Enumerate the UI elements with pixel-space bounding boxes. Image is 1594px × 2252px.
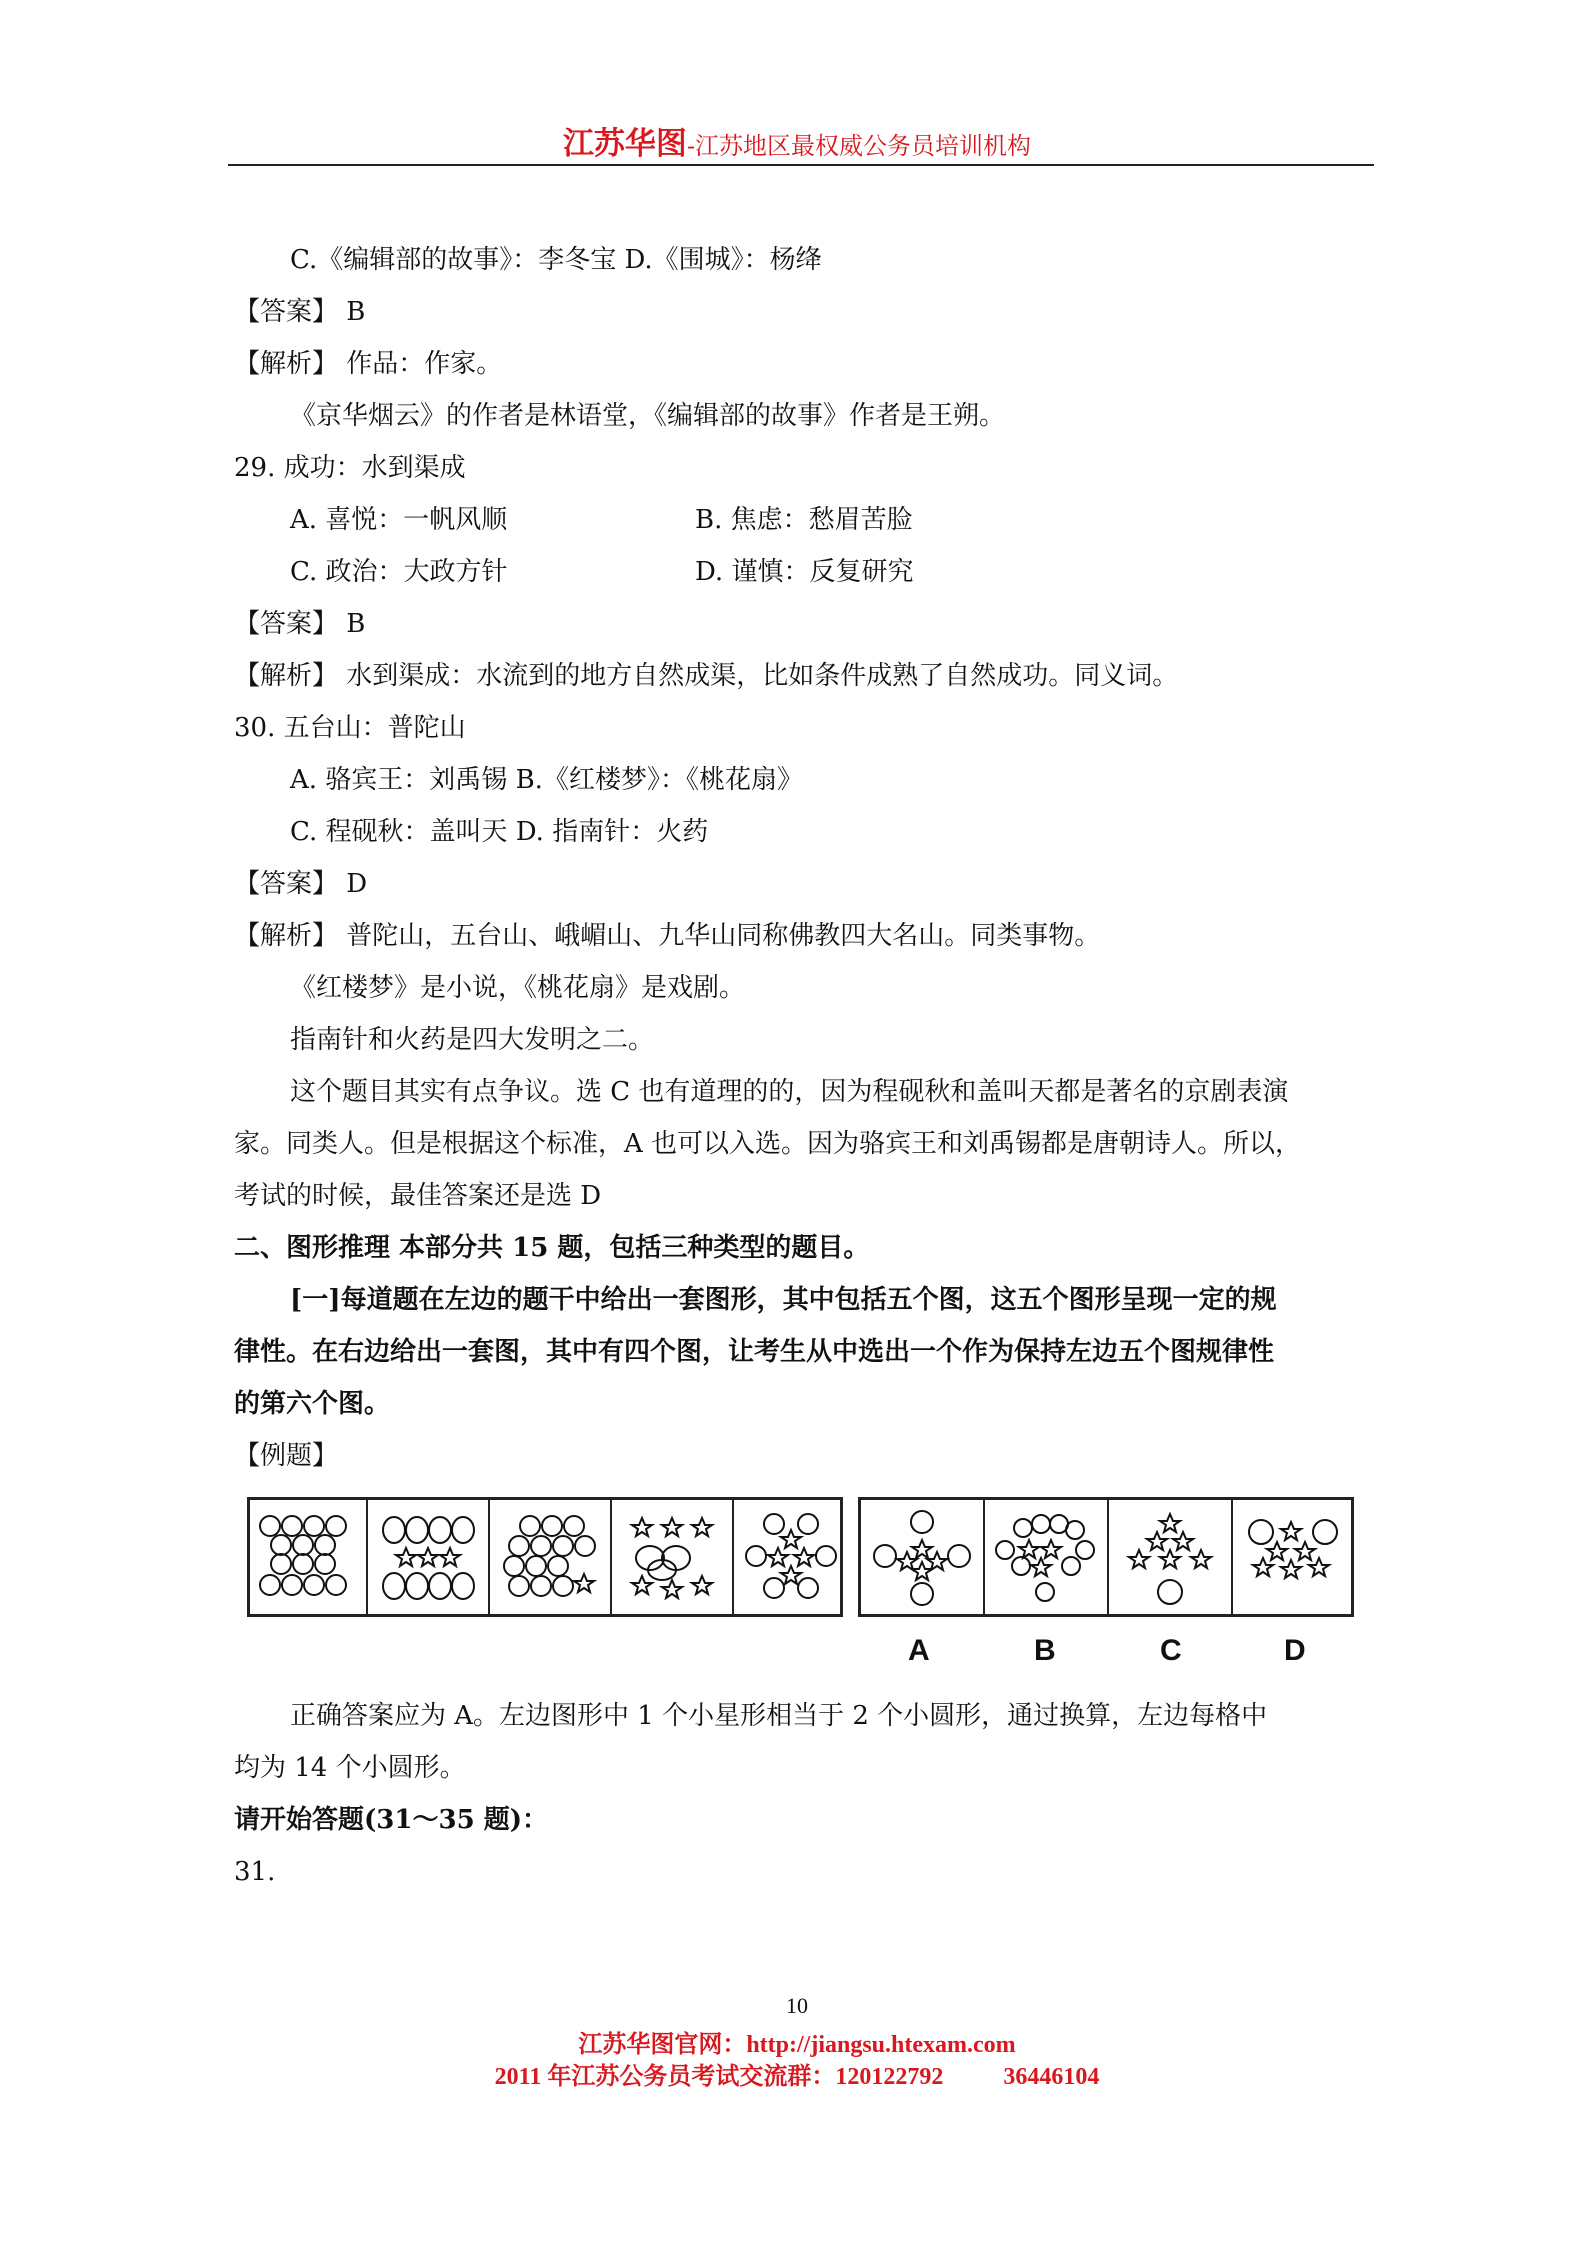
option-label-c: C (1160, 1634, 1182, 1667)
option-label-d: D (1284, 1634, 1306, 1667)
example-stem-figures (247, 1497, 843, 1617)
q29-stem: 29. 成功：水到渠成 (234, 453, 466, 483)
example-label: 【例题】 (234, 1441, 339, 1471)
q29-option-d: D. 谨慎：反复研究 (695, 557, 914, 587)
stem-figure-4 (612, 1500, 734, 1614)
option-label-a: A (908, 1634, 930, 1667)
q28-options-cd: C.《编辑部的故事》：李冬宝 D.《围城》：杨绛 (290, 245, 822, 275)
q30-discussion-1: 这个题目其实有点争议。选 C 也有道理的的，因为程砚秋和盖叫天都是著名的京剧表演 (290, 1077, 1289, 1107)
page-number: 10 (786, 1993, 808, 2018)
header-rule (228, 164, 1374, 166)
q29-explanation: 【解析】 水到渠成：水流到的地方自然成渠，比如条件成熟了自然成功。同义词。 (234, 661, 1179, 691)
q30-explanation: 【解析】 普陀山，五台山、峨嵋山、九华山同称佛教四大名山。同类事物。 (234, 921, 1101, 951)
section-2-intro-3: 的第六个图。 (234, 1389, 391, 1419)
q31-number: 31. (234, 1857, 276, 1887)
section-2-heading: 二、图形推理 本部分共 15 题，包括三种类型的题目。 (234, 1233, 870, 1263)
header-brand: 江苏华图 (562, 126, 687, 162)
option-figure-a (861, 1500, 985, 1614)
stem-figure-5 (734, 1500, 848, 1614)
section-2-intro-1: [一]每道题在左边的题干中给出一套图形，其中包括五个图，这五个图形呈现一定的规 (290, 1285, 1277, 1315)
q29-answer: 【答案】 B (234, 609, 366, 639)
q28-explanation: 【解析】 作品：作家。 (234, 349, 503, 379)
header-subtitle: -江苏地区最权威公务员培训机构 (686, 132, 1032, 160)
q29-option-b: B. 焦虑：愁眉苦脸 (695, 505, 913, 535)
option-figure-d (1233, 1500, 1351, 1614)
q29-option-a: A. 喜悦：一帆风顺 (290, 505, 508, 535)
section-2-intro-2: 律性。在右边给出一套图，其中有四个图，让考生从中选出一个作为保持左边五个图规律性 (234, 1337, 1275, 1367)
stem-figure-1 (250, 1500, 368, 1614)
q30-options-ab: A. 骆宾王：刘禹锡 B.《红楼梦》：《桃花扇》 (290, 765, 803, 795)
example-answer-2: 均为 14 个小圆形。 (234, 1753, 466, 1783)
q29-option-c: C. 政治：大政方针 (290, 557, 508, 587)
stem-figure-2 (368, 1500, 490, 1614)
q30-explanation-2: 《红楼梦》是小说，《桃花扇》是戏剧。 (290, 973, 746, 1003)
q30-options-cd: C. 程砚秋：盖叫天 D. 指南针：火药 (290, 817, 709, 847)
footer-group: 2011 年江苏公务员考试交流群：120122792 36446104 (494, 2064, 1100, 2090)
footer-site: 江苏华图官网：http://jiangsu.htexam.com (578, 2032, 1016, 2058)
q30-discussion-3: 考试的时候，最佳答案还是选 D (234, 1181, 602, 1211)
example-answer-1: 正确答案应为 A。左边图形中 1 个小星形相当于 2 个小圆形，通过换算，左边每格中 (290, 1701, 1268, 1731)
option-label-b: B (1034, 1634, 1056, 1667)
start-instruction: 请开始答题(31～35 题)： (234, 1805, 549, 1835)
example-option-figures (858, 1497, 1354, 1617)
q30-answer: 【答案】 D (234, 869, 368, 899)
q30-explanation-3: 指南针和火药是四大发明之二。 (290, 1025, 655, 1055)
q30-stem: 30. 五台山：普陀山 (234, 713, 466, 743)
option-figure-c (1109, 1500, 1233, 1614)
stem-figure-3 (490, 1500, 612, 1614)
option-figure-b (985, 1500, 1109, 1614)
q28-explanation-detail: 《京华烟云》的作者是林语堂，《编辑部的故事》作者是王朔。 (290, 401, 1006, 431)
q30-discussion-2: 家。同类人。但是根据这个标准，A 也可以入选。因为骆宾王和刘禹锡都是唐朝诗人。所以， (234, 1129, 1302, 1159)
q28-answer: 【答案】 B (234, 297, 366, 327)
